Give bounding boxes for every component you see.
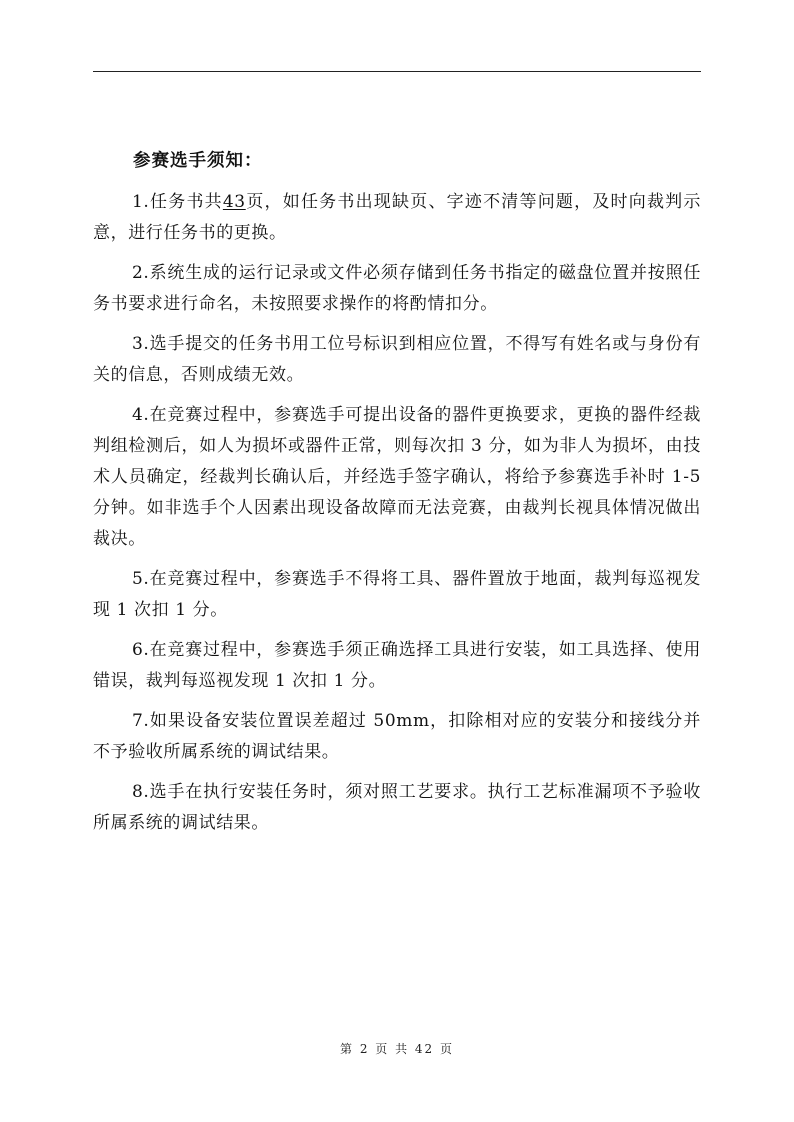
page-footer: 第 2 页 共 42 页	[340, 1042, 454, 1056]
page-count-value: 43	[222, 192, 246, 212]
notice-item-8: 8.选手在执行安装任务时，须对照工艺要求。执行工艺标准漏项不予验收所属系统的调试结果。	[93, 782, 701, 833]
header-rule	[93, 71, 701, 72]
notice-item-1-suffix: 页，如任务书出现缺页、字迹不清等问题，及时向裁判示意，进行任务书的更换。	[93, 192, 701, 243]
notice-item-6: 6.在竞赛过程中，参赛选手须正确选择工具进行安装，如工具选择、使用错误，裁判每巡视发现 1 次扣 1 分。	[93, 640, 701, 691]
notice-item-4: 4.在竞赛过程中，参赛选手可提出设备的器件更换要求，更换的器件经裁判组检测后，如人为损坏或器件正常，则每次扣 3 分，如为非人为损坏，由技术人员确定，经裁判长确认后，并经选手签字确认，将给予参赛选手补时 1-5 分钟。如非选手个人因素出现设备故障而无法竞赛，由裁判长视具体情况做出裁决。	[93, 405, 701, 549]
notice-item-3: 3.选手提交的任务书用工位号标识到相应位置，不得写有姓名或与身份有关的信息，否则成绩无效。	[93, 334, 701, 385]
notice-item-5: 5.在竞赛过程中，参赛选手不得将工具、器件置放于地面，裁判每巡视发现 1 次扣 1 分。	[93, 569, 701, 620]
notice-item-1	[93, 187, 701, 249]
section-heading: 参赛选手须知：	[133, 151, 263, 171]
notice-item-7: 7.如果设备安装位置误差超过 50mm，扣除相对应的安装分和接线分并不予验收所属系统的调试结果。	[93, 711, 701, 762]
document-body	[93, 145, 701, 848]
notice-item-1-prefix: 1.任务书共	[132, 192, 223, 212]
notice-item-2: 2.系统生成的运行记录或文件必须存储到任务书指定的磁盘位置并按照任务书要求进行命名，未按照要求操作的将酌情扣分。	[93, 263, 701, 314]
